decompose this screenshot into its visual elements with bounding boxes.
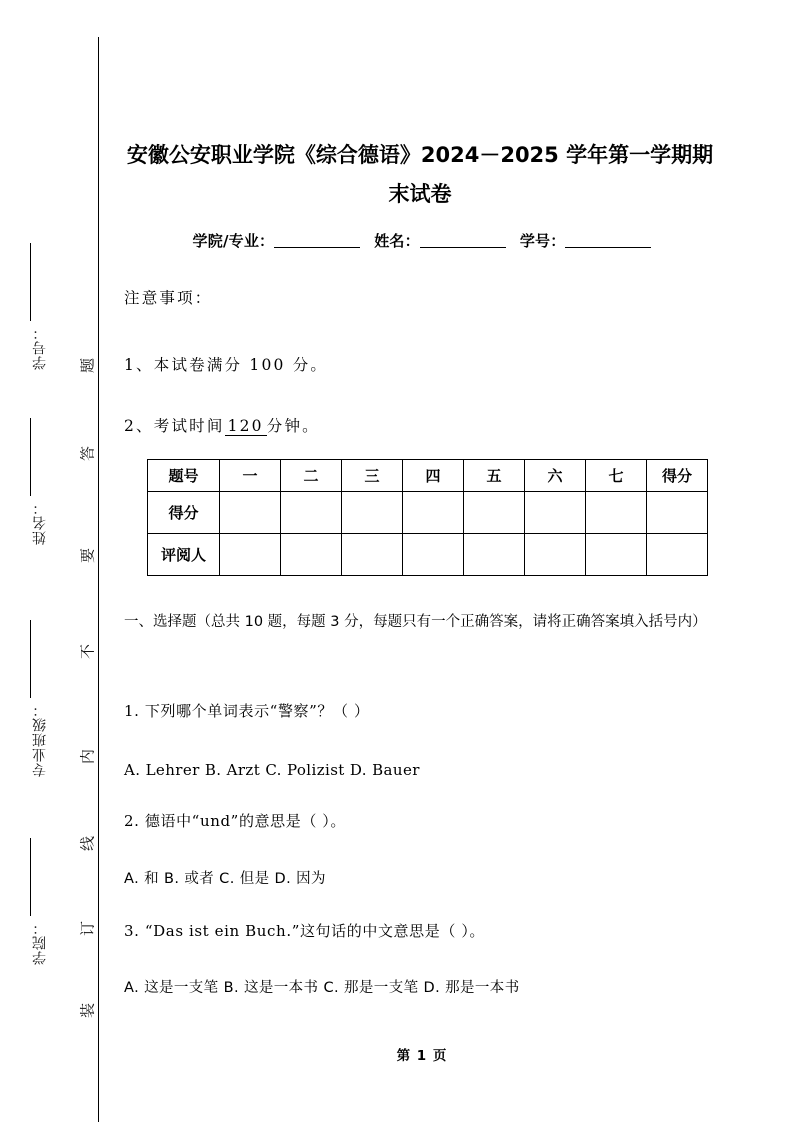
margin-char-yao: 要 [78,548,97,564]
table-header-cell: 三 [342,460,403,492]
exam-duration-value: 120 [225,417,267,436]
table-header-cell: 一 [220,460,281,492]
table-header-cell: 七 [586,460,647,492]
score-cell[interactable] [281,492,342,534]
grader-cell[interactable] [464,534,525,576]
margin-char-zhuang: 装 [78,1003,97,1019]
table-header-cell: 得分 [647,460,708,492]
table-header-cell: 二 [281,460,342,492]
notice-heading: 注意事项： [124,289,213,307]
grader-cell[interactable] [403,534,464,576]
margin-field-class-blank [30,620,31,698]
margin-field-class-label: 专业班级： [32,702,48,777]
table-header-cell: 六 [525,460,586,492]
college-major-label: 学院/专业： [192,232,275,250]
section-heading-1: 一、选择题（总共 10 题，每题 3 分，每题只有一个正确答案，请将正确答案填入括号内） [124,614,707,630]
margin-char-da: 答 [78,446,97,462]
margin-field-name-blank [30,418,31,496]
grader-cell[interactable] [281,534,342,576]
margin-field-class [30,620,64,777]
grader-cell[interactable] [647,534,708,576]
margin-field-name [30,418,64,545]
score-cell[interactable] [525,492,586,534]
margin-char-bu: 不 [78,644,97,660]
binding-margin [0,0,99,1122]
margin-field-student-id-label: 学号： [32,325,48,370]
table-header-cell: 题号 [148,460,220,492]
table-row-header [148,460,708,492]
margin-char-nei: 内 [78,749,97,765]
grader-cell[interactable] [342,534,403,576]
table-row-grader [148,534,708,576]
margin-field-name-label: 姓名： [32,500,48,545]
notice-item-2-suffix: 分钟。 [266,417,320,435]
question-3-stem: 3. “Das ist ein Buch.”这句话的中文意思是（ ）。 [124,922,486,940]
score-cell[interactable] [342,492,403,534]
college-major-blank[interactable] [274,232,360,248]
notice-item-2-prefix: 2、考试时间 [124,417,225,435]
margin-char-xian: 线 [78,836,97,852]
exam-paper-body [122,0,722,1122]
page-footer: 第 1 页 [396,1048,448,1064]
grader-cell[interactable] [220,534,281,576]
question-1-stem: 1. 下列哪个单词表示“警察”？（ ） [124,702,370,720]
question-2-options: A. 和 B. 或者 C. 但是 D. 因为 [124,871,326,887]
notice-item-2 [124,414,320,436]
table-row-label-grader: 评阅人 [148,534,220,576]
margin-char-ding: 订 [78,921,97,937]
binding-vertical-rule [98,37,99,1122]
margin-field-college [30,838,64,965]
notice-item-1: 1、本试卷满分 100 分。 [124,356,329,374]
score-cell[interactable] [647,492,708,534]
question-1-options: A. Lehrer B. Arzt C. Polizist D. Bauer [124,761,420,779]
name-label: 姓名： [374,232,420,250]
question-2-stem: 2. 德语中“und”的意思是（ ）。 [124,812,347,830]
score-cell[interactable] [586,492,647,534]
page-title: 安徽公安职业学院《综合德语》2024－2025 学年第一学期期末试卷 [126,143,714,207]
name-blank[interactable] [420,232,506,248]
question-3-options: A. 这是一支笔 B. 这是一本书 C. 那是一支笔 D. 那是一本书 [124,980,520,996]
table-row-label-score: 得分 [148,492,220,534]
margin-field-student-id-blank [30,243,31,321]
grader-cell[interactable] [586,534,647,576]
margin-field-college-blank [30,838,31,916]
table-header-cell: 四 [403,460,464,492]
margin-field-student-id [30,243,64,370]
table-row-score [148,492,708,534]
score-cell[interactable] [220,492,281,534]
student-id-label: 学号： [519,232,566,250]
student-info-line [122,230,722,251]
margin-char-ti: 题 [78,358,97,374]
score-table [147,459,708,576]
student-id-blank[interactable] [565,232,651,248]
margin-field-college-label: 学院： [32,920,48,965]
score-cell[interactable] [464,492,525,534]
table-header-cell: 五 [464,460,525,492]
grader-cell[interactable] [525,534,586,576]
score-cell[interactable] [403,492,464,534]
